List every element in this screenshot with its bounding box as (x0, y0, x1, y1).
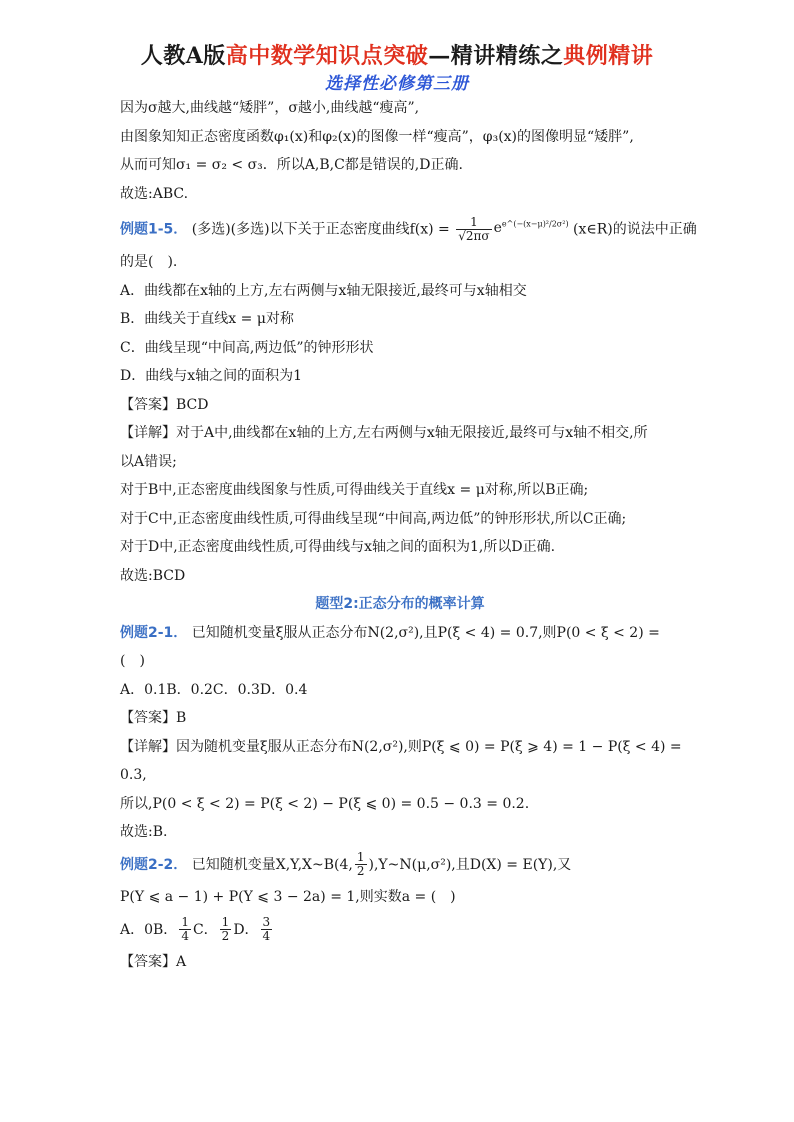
options-line (120, 916, 680, 944)
option-b: B．曲线关于直线x = μ对称 (120, 311, 294, 328)
answer: 【答案】B (120, 710, 187, 727)
detail-line: 所以,P(0 < ξ < 2) = P(ξ < 2) − P(ξ ⩽ 0) = 0.5 − 0.3 = 0.2. (120, 795, 530, 812)
detail-line: 对于B中,正态密度曲线图象与性质,可得曲线关于直线x = μ对称,所以B正确; (120, 482, 589, 499)
text-span: (多选)(多选)以下关于正态密度曲线f(x) = (191, 221, 450, 238)
fraction (355, 851, 367, 878)
fraction-denominator: 4 (181, 929, 189, 944)
detail-line: 对于D中,正态密度曲线性质,可得曲线与x轴之间的面积为1,所以D正确. (120, 539, 556, 556)
topic-heading (120, 594, 680, 614)
title-highlight: 高中数学知识点突破 (225, 43, 429, 69)
example-2-1-stem (120, 623, 680, 643)
fraction (261, 916, 273, 943)
example-label: 例题1-5． (120, 221, 188, 238)
text-span: 已知随机变量X,Y,X~B(4, (191, 856, 353, 873)
answer: 【答案】BCD (120, 396, 209, 413)
fraction-denominator: 2 (356, 864, 365, 879)
text-line: 由图象知知正态密度函数φ₁(x)和φ₂(x)的图像一样“瘦高”，φ₃(x)的图像明显“矮胖”, (120, 128, 634, 145)
text-span: (x∈R)的说法中正确 (573, 221, 697, 238)
option-d: D．曲线与x轴之间的面积为1 (120, 368, 303, 385)
fraction (179, 916, 191, 943)
example-1-5-stem (120, 212, 697, 244)
topic-title: 题型2:正态分布的概率计算 (315, 596, 485, 613)
detail-line: 【详解】因为随机变量ξ服从正态分布N(2,σ²),则P(ξ ⩽ 0) = P(ξ ⩾ 4) = 1 − P(ξ < 4) = (120, 738, 682, 755)
fraction-numerator: 1 (181, 915, 189, 930)
detail-line: 【详解】对于A中,曲线都在x轴的上方,左右两侧与x轴无限接近,最终可与x轴不相交,所 (120, 425, 648, 442)
example-label: 例题2-2． (120, 856, 188, 873)
text-line: 从而可知σ₁ = σ₂ < σ₃．所以A,B,C都是错误的,D正确. (120, 157, 463, 173)
exp-term: $e^{e\^{}(-(x-\mu)^2/2\sigma^2)}$ (493, 219, 569, 236)
page-header (0, 42, 794, 96)
text-line: 故选:ABC. (120, 185, 189, 202)
selection-line: 故选:BCD (120, 567, 186, 584)
title-part: 人教A版 (140, 43, 226, 69)
text-span: A．0B． (120, 921, 178, 938)
fraction-numerator: 1 (456, 216, 491, 230)
text-span: 已知随机变量ξ服从正态分布N(2,σ²),且P(ξ < 4) = 0.7,则P(0 < ξ < 2) = (191, 624, 660, 641)
option-c: C．曲线呈现“中间高,两边低”的钟形形状 (120, 339, 374, 356)
example-2-2-stem (120, 851, 680, 879)
text-line: ( ) (120, 653, 145, 670)
selection-line: 故选:B. (120, 824, 168, 841)
header-subtitle: 选择性必修第三册 (325, 74, 469, 94)
fraction-numerator: 3 (262, 915, 271, 930)
fraction-numerator: 1 (356, 850, 365, 865)
header-title (0, 42, 794, 70)
fraction (456, 216, 491, 243)
detail-line: 对于C中,正态密度曲线性质,可得曲线呈现“中间高,两边低”的钟形形状,所以C正确; (120, 510, 627, 527)
document-body (120, 98, 697, 981)
fraction-denominator: 2 (221, 929, 230, 944)
option-a: A．曲线都在x轴的上方,左右两侧与x轴无限接近,最终可与x轴相交 (120, 282, 527, 299)
title-part: —精讲精练之 (428, 43, 564, 69)
exponent: e^(−(x−μ)²/2σ²) (501, 219, 569, 228)
text-span: ),Y~N(μ,σ²),且D(X) = E(Y),又 (368, 856, 572, 873)
fraction-denominator: 4 (262, 929, 271, 944)
text-line: 因为σ越大,曲线越“矮胖”，σ越小,曲线越“瘦高”, (120, 100, 420, 116)
options-line: A．0.1B．0.2C．0.3D．0.4 (120, 681, 308, 698)
fraction (220, 916, 232, 943)
text-line: P(Y ⩽ a − 1) + P(Y ⩽ 3 − 2a) = 1,则实数a = ( ) (120, 889, 456, 906)
detail-line: 以A错误; (120, 453, 177, 470)
detail-line: 0.3, (120, 767, 147, 784)
answer: 【答案】A (120, 954, 187, 971)
text-span: D． (233, 921, 259, 938)
title-highlight: 典例精讲 (563, 43, 654, 69)
text-line: 的是( ). (120, 254, 178, 271)
fraction-denominator: √2πσ (458, 229, 490, 244)
example-label: 例题2-1． (120, 624, 188, 641)
fraction-numerator: 1 (221, 915, 230, 930)
text-span: C． (192, 921, 218, 938)
